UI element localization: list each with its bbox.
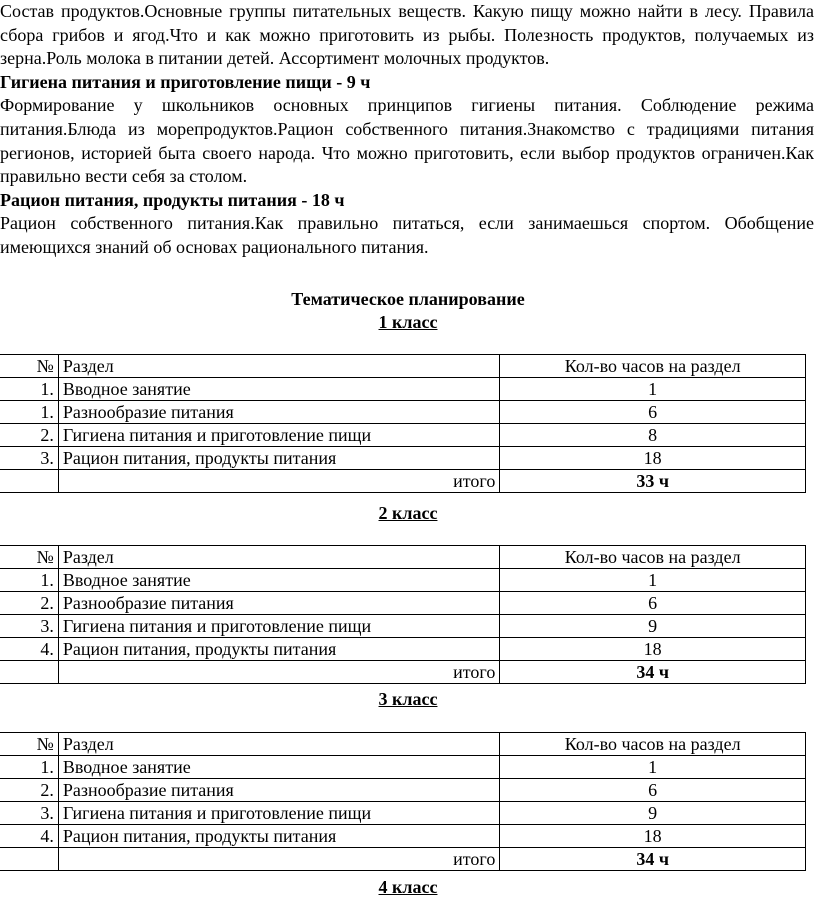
row-hours: 18 [500,638,806,661]
class-2-title: 2 класс [378,503,438,523]
row-num: 1. [0,756,58,779]
class-3-table [0,732,806,871]
row-section: Вводное занятие [58,569,500,592]
row-section: Гигиена питания и приготовление пищи [58,424,500,447]
planning-title: Тематическое планирование [291,289,525,309]
row-hours: 8 [500,424,806,447]
total-empty-cell [0,661,58,684]
row-hours: 6 [500,779,806,802]
table-row [0,401,806,424]
row-num: 2. [0,779,58,802]
row-section: Разнообразие питания [58,779,500,802]
header-hours: Кол-во часов на раздел [500,546,806,569]
class-1-title: 1 класс [378,312,438,332]
class-3-title: 3 класс [378,689,438,709]
row-num: 3. [0,447,58,470]
table-row [0,447,806,470]
row-section: Вводное занятие [58,756,500,779]
row-hours: 1 [500,756,806,779]
row-num: 1. [0,401,58,424]
row-hours: 9 [500,802,806,825]
row-num: 1. [0,569,58,592]
row-num: 1. [0,378,58,401]
row-hours: 18 [500,825,806,848]
class-4-title: 4 класс [378,877,438,897]
row-section: Гигиена питания и приготовление пищи [58,615,500,638]
row-hours: 1 [500,569,806,592]
table-total-row [0,661,806,684]
table-row [0,615,806,638]
table-row [0,802,806,825]
total-value: 33 ч [500,470,806,493]
header-hours: Кол-во часов на раздел [500,733,806,756]
row-hours: 1 [500,378,806,401]
table-total-row [0,470,806,493]
row-num: 3. [0,802,58,825]
table-row [0,638,806,661]
header-section: Раздел [58,546,500,569]
total-label: итого [58,661,500,684]
header-section: Раздел [58,355,500,378]
row-num: 4. [0,638,58,661]
row-hours: 6 [500,401,806,424]
table-total-row [0,848,806,871]
row-section: Вводное занятие [58,378,500,401]
row-hours: 6 [500,592,806,615]
header-section: Раздел [58,733,500,756]
row-num: 3. [0,615,58,638]
table-row [0,756,806,779]
row-section: Гигиена питания и приготовление пищи [58,802,500,825]
table-header-row [0,546,806,569]
header-hours: Кол-во часов на раздел [500,355,806,378]
row-section: Разнообразие питания [58,592,500,615]
table-row [0,569,806,592]
row-section: Рацион питания, продукты питания [58,638,500,661]
row-section: Разнообразие питания [58,401,500,424]
header-num: № [0,733,58,756]
total-value: 34 ч [500,661,806,684]
total-empty-cell [0,848,58,871]
table-row [0,779,806,802]
table-header-row [0,733,806,756]
row-section: Рацион питания, продукты питания [58,447,500,470]
table-row [0,378,806,401]
table-row [0,424,806,447]
table-row [0,592,806,615]
row-section: Рацион питания, продукты питания [58,825,500,848]
header-num: № [0,355,58,378]
total-label: итого [58,470,500,493]
class-1-table [0,354,806,493]
intro-paragraph-3: Рацион собственного питания.Как правильно питаться, если занимаешься спортом. Обобщение имеющихся знаний об основах рационального питания. [0,213,814,257]
row-num: 2. [0,592,58,615]
intro-paragraph-1: Состав продуктов.Основные группы питательных веществ. Какую пищу можно найти в лесу. Правила сбора грибов и ягод.Что и как можно приготовить из рыбы. Полезность продуктов, получаемых из зерна.Роль молока в питании детей. Ассортимент молочных продуктов. [0,1,814,69]
section-heading-hygiene: Гигиена питания и приготовление пищи - 9 ч [0,71,371,92]
table-row [0,825,806,848]
row-hours: 9 [500,615,806,638]
total-value: 34 ч [500,848,806,871]
row-num: 4. [0,825,58,848]
document-page [0,0,816,260]
table-header-row [0,355,806,378]
row-num: 2. [0,424,58,447]
section-heading-diet: Рацион питания, продукты питания - 18 ч [0,189,345,210]
header-num: № [0,546,58,569]
total-empty-cell [0,470,58,493]
total-label: итого [58,848,500,871]
class-2-table [0,545,806,684]
row-hours: 18 [500,447,806,470]
intro-paragraph-2: Формирование у школьников основных принципов гигиены питания. Соблюдение режима питания.Блюда из морепродуктов.Рацион собственного питания.Знакомство с традициями питания регионов, историей быта своего народа. Что можно приготовить, если выбор продуктов ограничен.Как правильно вести себя за столом. [0,95,814,187]
